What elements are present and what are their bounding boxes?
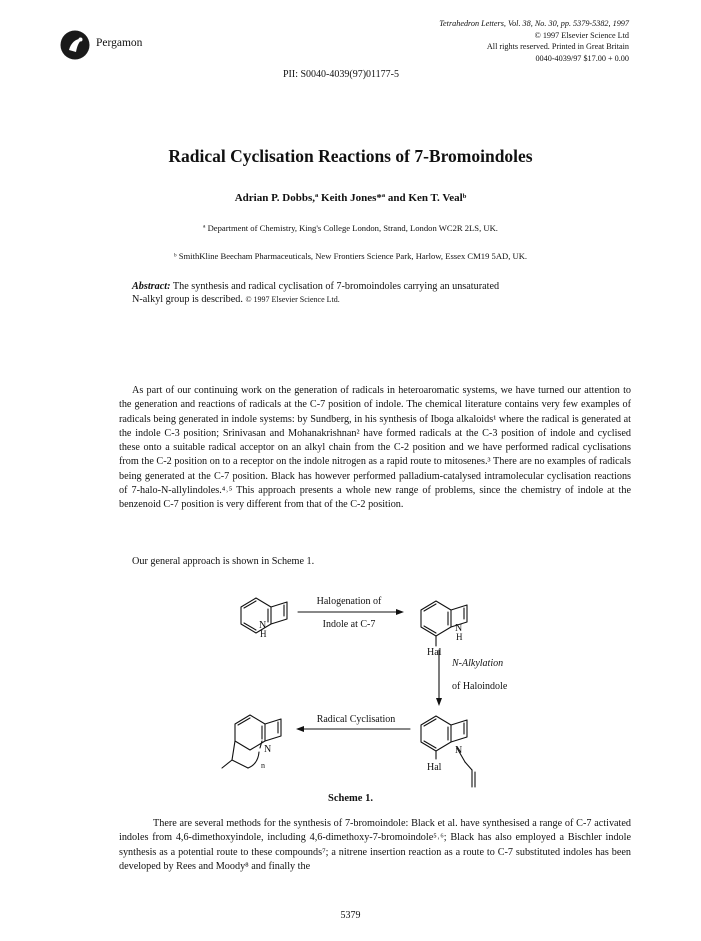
body-paragraph-2: Our general approach is shown in Scheme 1. bbox=[132, 556, 315, 567]
abstract-text: The synthesis and radical cyclisation of 7-bromoindoles carrying an unsaturated N-alkyl group is described. bbox=[132, 281, 500, 305]
atom-label-n: N bbox=[455, 745, 463, 756]
n-alkyl-haloindole-structure bbox=[421, 716, 475, 787]
article-title: Radical Cyclisation Reactions of 7-Bromoindoles bbox=[168, 146, 533, 166]
page-number: 5379 bbox=[340, 910, 361, 921]
atom-label-h: H bbox=[260, 629, 267, 639]
arrow1-label-line1: Halogenation of bbox=[316, 596, 382, 607]
arrow2-label-line1: N-Alkylation bbox=[452, 658, 504, 669]
cyclised-product-structure bbox=[222, 715, 281, 768]
arrow2-label-line2: of Haloindole bbox=[452, 681, 508, 692]
publisher-name: Pergamon bbox=[96, 37, 143, 49]
author-list: Adrian P. Dobbs,ª Keith Jones*ª and Ken T. Vealᵇ bbox=[234, 192, 467, 204]
journal-line: Tetrahedron Letters, Vol. 38, No. 30, pp. 5379-5382, 1997 bbox=[439, 19, 629, 28]
abstract-label: Abstract: bbox=[132, 281, 171, 292]
journal-rights: All rights reserved. Printed in Great Britain bbox=[486, 42, 629, 51]
subscript-n: n bbox=[261, 761, 265, 770]
atom-label-n: N bbox=[264, 744, 272, 755]
arrow1-label-line2: Indole at C-7 bbox=[322, 619, 376, 630]
atom-label-hal: Hal bbox=[427, 762, 442, 773]
journal-citation bbox=[329, 18, 629, 64]
arrow3-label: Radical Cyclisation bbox=[316, 714, 396, 725]
scheme-caption: Scheme 1. bbox=[328, 793, 373, 804]
body-paragraph-3: There are several methods for the synthesis of 7-bromoindole: Black et al. have synthesised a range of C-7 activated indoles from 4,6-dimethoxyindole, including 4,6-dimethoxy-7-bromoindole⁵˒⁶; Black has also employed a Bischler indole synthesis as a potential route to these compounds⁷; a nitrene insertion reaction as a route to C-7 substituted indoles has been developed by Rees and Moody⁸ and finally the bbox=[119, 818, 631, 872]
abstract bbox=[132, 280, 512, 306]
affiliation-a: ª Department of Chemistry, King's College London, Strand, London WC2R 2LS, UK. bbox=[203, 223, 498, 233]
publisher-logo-icon bbox=[60, 30, 90, 60]
atom-label-hal: Hal bbox=[427, 647, 442, 658]
journal-price: 0040-4039/97 $17.00 + 0.00 bbox=[535, 53, 629, 63]
pii-identifier: PII: S0040-4039(97)01177-5 bbox=[283, 69, 400, 80]
reaction-scheme bbox=[0, 575, 701, 810]
affiliation-b: ᵇ SmithKline Beecham Pharmaceuticals, New Frontiers Science Park, Harlow, Essex CM19 5AD, UK. bbox=[173, 251, 528, 261]
journal-copyright: © 1997 Elsevier Science Ltd bbox=[534, 30, 629, 40]
atom-label-h: H bbox=[456, 632, 463, 642]
atom-label-n: N bbox=[259, 620, 267, 631]
body-paragraph-1: As part of our continuing work on the generation of radicals in heteroaromatic systems, we have turned our attention to the generation and reactions of radicals at the C-7 position of indole. The chemical literature contains very few examples of radicals being generated in indole systems: by Sundberg, in his synthesis of Iboga alkaloids¹ where the radical is generated at the indole C-3 position; Srinivasan and Mohanakrishnan² have formed radicals at the C-3 position of indole and cyclised these onto a suitable radical acceptor on an alkyl chain from the C-2 position and we have performed radical cyclisations from the C-2 position on to a receptor on the indole nitrogen as a rapid route to mitosenes.³ There are no examples of radicals being generated at the C-7 position. Black has however performed palladium-catalysed intramolecular cyclisation reactions of 7-halo-N-allylindoles.⁴˒⁵ This approach presents a whole new range of problems, since the chemistry of indole at the benzenoid C-7 position is very different from that of the C-2 position. bbox=[119, 385, 631, 511]
abstract-copyright: © 1997 Elsevier Science Ltd. bbox=[245, 295, 340, 304]
atom-label-n: N bbox=[455, 623, 463, 634]
